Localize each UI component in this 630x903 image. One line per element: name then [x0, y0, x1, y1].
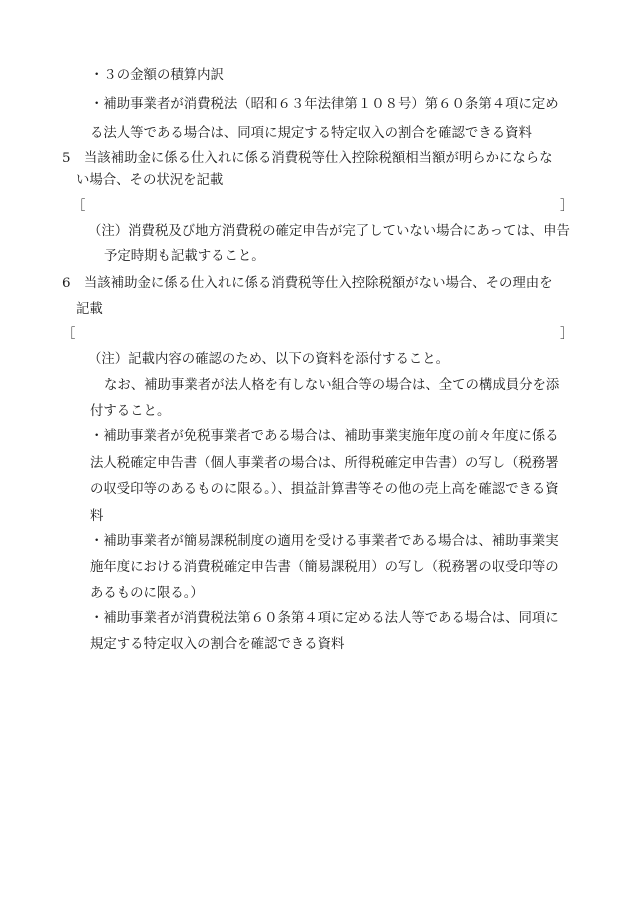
item-5-heading: 5 当該補助金に係る仕入れに係る消費税等仕入控除税額相当額が明らかにならな: [62, 151, 553, 166]
item-6-paragraph-cont: 付すること。: [90, 404, 171, 419]
bullet-line: 法人税確定申告書（個人事業者の場合は、所得税確定申告書）の写し（税務署: [90, 456, 559, 471]
bullet-line: ・補助事業者が免税事業者である場合は、補助事業実施年度の前々年度に係る: [90, 429, 559, 444]
bullet-line: ・３の金額の積算内訳: [90, 68, 224, 83]
bracket-close: ］: [560, 327, 574, 342]
bullet-line: 施年度における消費税確定申告書（簡易課税用）の写し（税務署の収受印等の: [90, 560, 559, 575]
bullet-line: あるものに限る。）: [90, 586, 204, 601]
bullet-line: の収受印等のあるものに限る。）、損益計算書等その他の売上高を確認できる資: [90, 482, 559, 497]
item-6-heading: 6 当該補助金に係る仕入れに係る消費税等仕入控除税額がない場合、その理由を: [62, 276, 553, 291]
bullet-line: 規定する特定収入の割合を確認できる資料: [90, 637, 345, 652]
bullet-line: ・補助事業者が消費税法（昭和６３年法律第１０８号）第６０条第４項に定め: [90, 97, 559, 112]
bullet-line: ・補助事業者が簡易課税制度の適用を受ける事業者である場合は、補助事業実: [90, 534, 559, 549]
bracket-open: ［: [72, 199, 86, 214]
bullet-line: 料: [90, 509, 104, 524]
item-5-note: （注）消費税及び地方消費税の確定申告が完了していない場合にあっては、申告: [88, 224, 570, 239]
bullet-line: ・補助事業者が消費税法第６０条第４項に定める法人等である場合は、同項に: [90, 611, 559, 626]
item-6-paragraph: なお、補助事業者が法人格を有しない組合等の場合は、全ての構成員分を添: [104, 378, 560, 393]
item-6-heading-cont: 記載: [76, 302, 103, 317]
bullet-line: る法人等である場合は、同項に規定する特定収入の割合を確認できる資料: [90, 126, 532, 141]
item-5-heading-cont: い場合、その状況を記載: [76, 173, 224, 188]
bracket-close: ］: [560, 199, 574, 214]
item-5-note-cont: 予定時期も記載すること。: [104, 249, 265, 264]
bracket-open: ［: [62, 327, 76, 342]
item-6-note: （注）記載内容の確認のため、以下の資料を添付すること。: [88, 352, 450, 367]
